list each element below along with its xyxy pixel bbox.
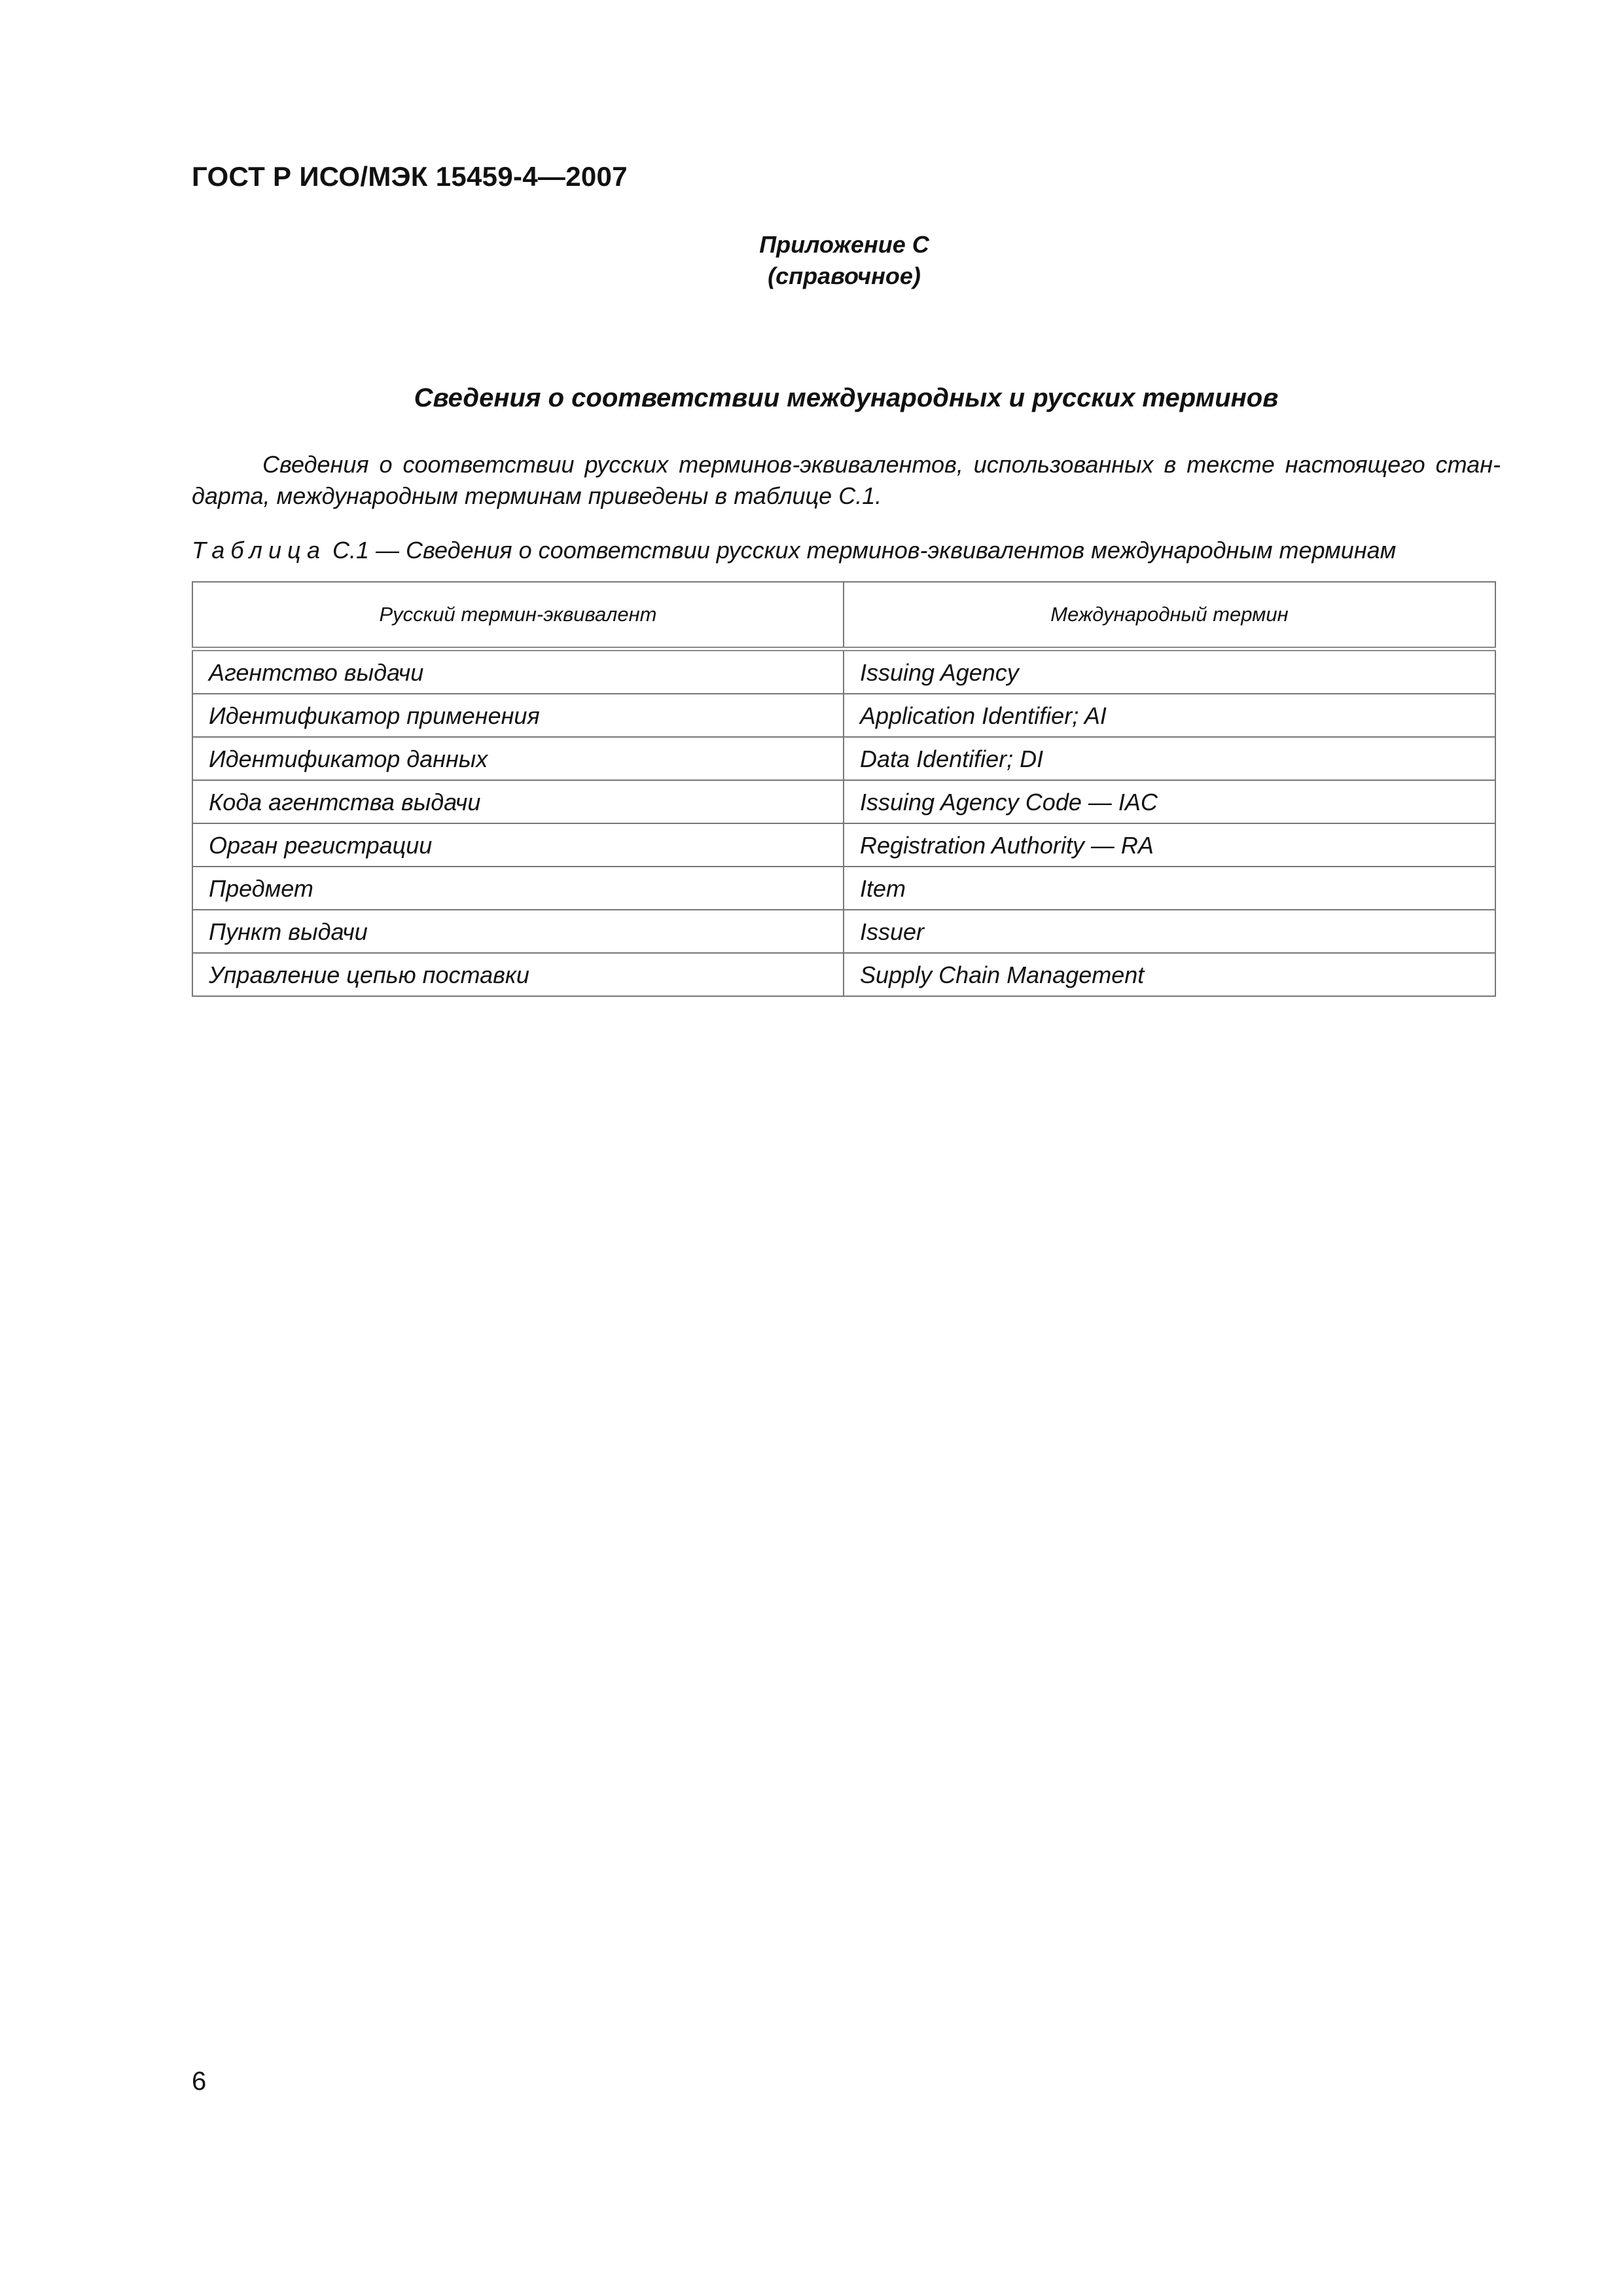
international-term-cell: Supply Chain Management xyxy=(844,953,1495,996)
table-header-row xyxy=(192,582,1495,649)
international-term-cell: Issuer xyxy=(844,910,1495,953)
international-term-cell: Issuing Agency Code — IAC xyxy=(844,780,1495,823)
table-caption xyxy=(192,537,1514,564)
russian-term-cell: Управление цепью поставки xyxy=(192,953,844,996)
russian-term-cell: Предмет xyxy=(192,867,844,910)
standard-code: ГОСТ Р ИСО/МЭК 15459-4—2007 xyxy=(192,161,628,192)
russian-term-cell: Кода агентства выдачи xyxy=(192,780,844,823)
intro-line-1: Сведения о соответствии русских терминов-эквивалентов, использованных в тексте настоящего стан- xyxy=(262,451,1501,478)
appendix-label: Приложение С xyxy=(759,231,929,258)
table-row xyxy=(192,737,1495,780)
russian-term-cell: Орган регистрации xyxy=(192,823,844,867)
international-term-cell: Registration Authority — RA xyxy=(844,823,1495,867)
table-row xyxy=(192,823,1495,867)
section-title: Сведения о соответствии международных и русских терминов xyxy=(414,384,1279,412)
table-row xyxy=(192,867,1495,910)
appendix-heading xyxy=(589,229,1099,292)
russian-term-cell: Идентификатор данных xyxy=(192,737,844,780)
table-row xyxy=(192,910,1495,953)
header-international-term: Международный термин xyxy=(844,582,1495,649)
table-row xyxy=(192,694,1495,737)
russian-term-cell: Агентство выдачи xyxy=(192,649,844,694)
international-term-cell: Application Identifier; AI xyxy=(844,694,1495,737)
intro-line-2: дарта, международным терминам приведены в таблице С.1. xyxy=(192,482,882,509)
terms-table xyxy=(192,581,1496,997)
russian-term-cell: Пункт выдачи xyxy=(192,910,844,953)
header-russian-term: Русский термин-эквивалент xyxy=(192,582,844,649)
intro-paragraph xyxy=(192,449,1501,512)
international-term-cell: Item xyxy=(844,867,1495,910)
table-row xyxy=(192,953,1495,996)
table-row xyxy=(192,780,1495,823)
russian-term-cell: Идентификатор применения xyxy=(192,694,844,737)
appendix-kind: (справочное) xyxy=(768,262,921,289)
table-row xyxy=(192,649,1495,694)
table-caption-label: Таблица xyxy=(192,537,327,564)
international-term-cell: Issuing Agency xyxy=(844,649,1495,694)
international-term-cell: Data Identifier; DI xyxy=(844,737,1495,780)
page-number: 6 xyxy=(192,2067,207,2096)
table-caption-text: С.1 — Сведения о соответствии русских терминов-эквивалентов международным терминам xyxy=(332,537,1397,564)
